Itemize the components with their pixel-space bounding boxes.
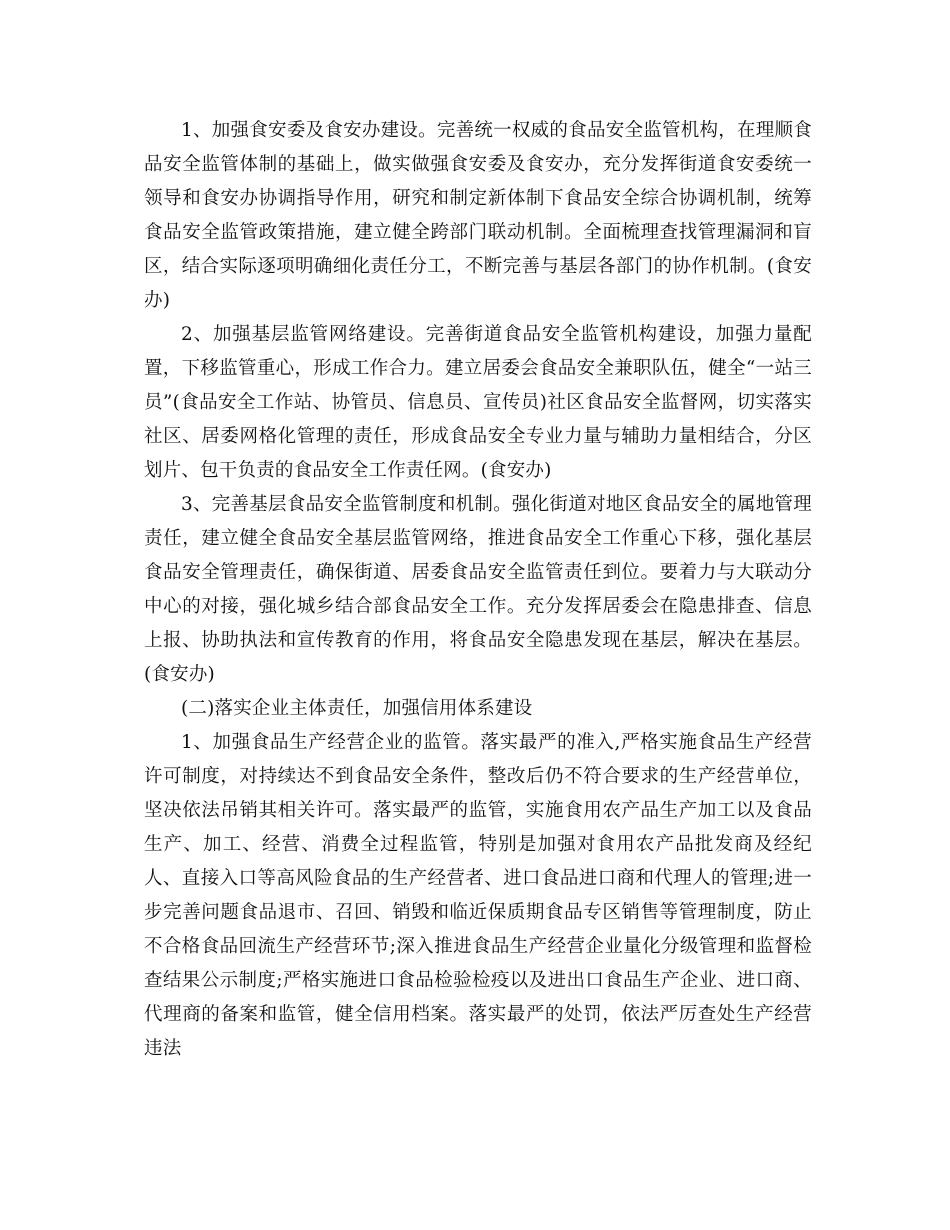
paragraph-enterprise-supervision: 1、加强食品生产经营企业的监管。落实最严的准入,严格实施食品生产经营许可制度，对持续达不到食品安全条件，整改后仍不符合要求的生产经营单位，坚决依法吊销其相关许可。落实最严的监管，实施食用农产品生产加工以及食品生产、加工、经营、消费全过程监管，特别是加强对食用农产品批发商及经纪人、直接入口等高风险食品的生产经营者、进口食品进口商和代理人的管理;进一步完善问题食品退市、召回、销毁和临近保质期食品专区销售等管理制度，防止不合格食品回流生产经营环节;深入推进食品生产经营企业量化分级管理和监督检查结果公示制度;严格实施进口食品检验检疫以及进出口食品生产企业、进口商、代理商的备案和监管，健全信用档案。落实最严的处罚，依法严厉查处生产经营违法 [144, 732, 812, 1059]
paragraph-grassroots-network: 2、加强基层监管网络建设。完善街道食品安全监管机构建设，加强力量配置，下移监管重心，形成工作合力。建立居委会食品安全兼职队伍，健全“一站三员”(食品安全工作站、协管员、信息员、宣传员)社区食品安全监督网，切实落实社区、居委网格化管理的责任，形成食品安全专业力量与辅助力量相结合，分区划片、包干负责的食品安全工作责任网。(食安办) [144, 324, 812, 481]
paragraph-grassroots-system: 3、完善基层食品安全监管制度和机制。强化街道对地区食品安全的属地管理责任，建立健全食品安全基层监管网络，推进食品安全工作重心下移，强化基层食品安全管理责任，确保街道、居委食品安全监管责任到位。要着力与大联动分中心的对接，强化城乡结合部食品安全工作。充分发挥居委会在隐患排查、信息上报、协助执法和宣传教育的作用，将食品安全隐患发现在基层，解决在基层。(食安办) [144, 494, 812, 685]
paragraph-food-safety-committee: 1、加强食安委及食安办建设。完善统一权威的食品安全监管机构，在理顺食品安全监管体制的基础上，做实做强食安委及食安办，充分发挥街道食安委统一领导和食安办协调指导作用，研究和制定新体制下食品安全综合协调机制，统筹食品安全监管政策措施，建立健全跨部门联动机制。全面梳理查找管理漏洞和盲区，结合实际逐项明确细化责任分工，不断完善与基层各部门的协作机制。(食安办) [144, 120, 812, 311]
document-body [144, 114, 812, 1066]
section-heading-enterprise-responsibility: (二)落实企业主体责任，加强信用体系建设 [181, 698, 533, 719]
